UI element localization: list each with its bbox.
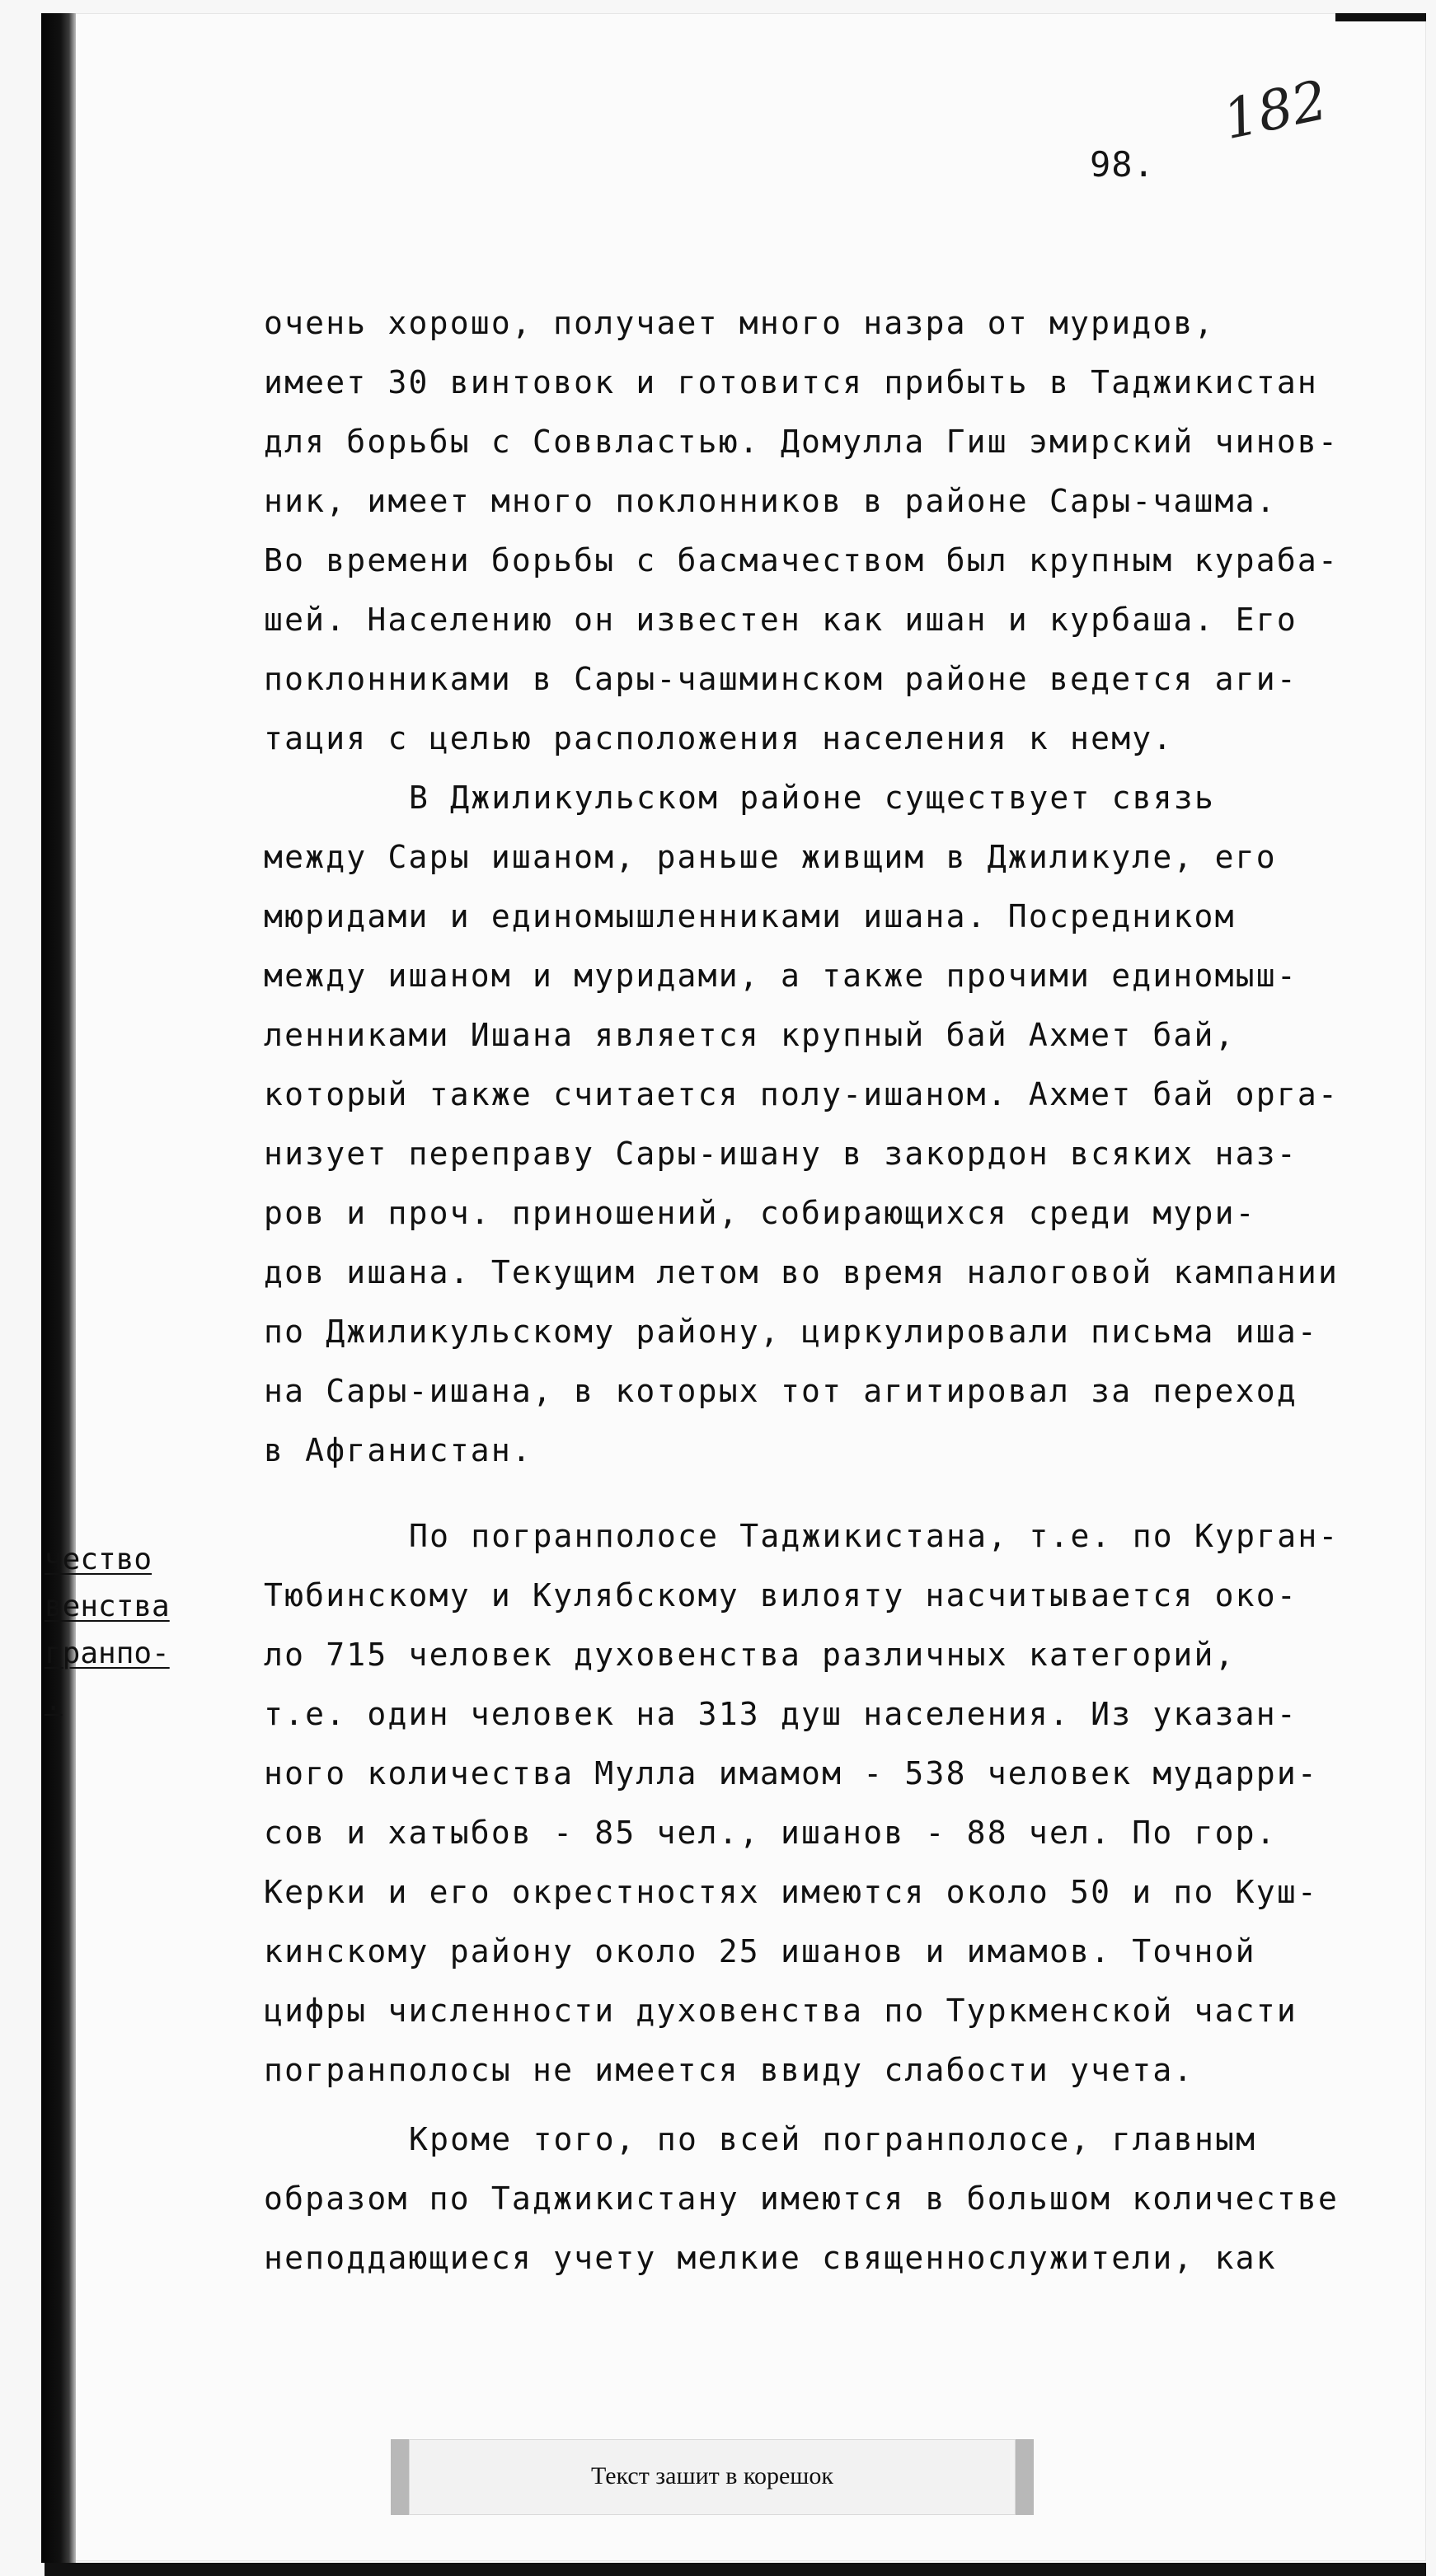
text-line: дов ишана. Текущим летом во время налоговой кампании [264, 1254, 1340, 1290]
text-line: т.е. один человек на 313 душ населения. Из указан- [264, 1696, 1298, 1732]
text-line: Во времени борьбы с басмачеством был крупным кураба- [264, 542, 1340, 578]
archive-stamp-label [391, 2439, 1034, 2515]
binding-shadow-bottom [45, 2563, 1426, 2576]
binding-shadow-top [1335, 13, 1426, 21]
text-line: сов и хатыбов - 85 чел., ишанов - 88 чел. По гор. [264, 1815, 1277, 1851]
text-line: Керки и его окрестностях имеются около 50 и по Куш- [264, 1874, 1318, 1910]
text-line: в Афганистан. [264, 1432, 533, 1468]
text-line: Тюбинскому и Кулябскому вилояту насчитывается око- [264, 1577, 1298, 1614]
document-body [264, 293, 1373, 2288]
text-line: имеет 30 винтовок и готовится прибыть в Таджикистан [264, 364, 1318, 400]
text-line: очень хорошо, получает много назра от муридов, [264, 305, 1215, 341]
text-line: между ишаном и муридами, а также прочими единомыш- [264, 958, 1298, 994]
margin-note [45, 1536, 170, 1724]
text-line: по Джиликульскому району, циркулировали письма иша- [264, 1314, 1318, 1350]
margin-note-line: гранпо- [45, 1637, 170, 1670]
paragraph-start-line: В Джиликульском районе существует связь [409, 780, 1216, 816]
archive-folio-number: 182 [1218, 68, 1333, 152]
text-line: между Сары ишаном, раньше живщим в Джиликуле, его [264, 839, 1277, 875]
text-line: для борьбы с Соввластью. Домулла Гиш эмирский чинов- [264, 424, 1340, 460]
text-line: на Сары-ишана, в которых тот агитировал за переход [264, 1373, 1298, 1409]
archive-stamp-text: Текст зашит в корешок [591, 2462, 833, 2489]
text-line: кинскому району около 25 ишанов и имамов. Точной [264, 1933, 1256, 1969]
paragraph-start-line: По погранполосе Таджикистана, т.е. по Курган- [409, 1518, 1340, 1554]
margin-note-line: . [45, 1684, 63, 1717]
text-line: ров и проч. приношений, собирающихся среди мури- [264, 1195, 1256, 1231]
text-line: тация с целью расположения населения к нему. [264, 720, 1174, 756]
text-line: погранполосы не имеется ввиду слабости учета. [264, 2052, 1194, 2088]
text-line: образом по Таджикистану имеются в большом количестве [264, 2180, 1340, 2217]
text-line: поклонниками в Сары-чашминском районе ведется аги- [264, 661, 1298, 697]
margin-note-line: чество [45, 1543, 153, 1576]
text-line: который также считается полу-ишаном. Ахмет бай орга- [264, 1076, 1340, 1112]
text-line: ник, имеет много поклонников в районе Сары-чашма. [264, 483, 1277, 519]
text-line: ло 715 человек духовенства различных категорий, [264, 1637, 1236, 1673]
text-line: ленниками Ишана является крупный бай Ахмет бай, [264, 1017, 1236, 1053]
text-line: шей. Населению он известен как ишан и курбаша. Его [264, 602, 1298, 638]
text-line: неподдающиеся учету мелкие священнослужители, как [264, 2240, 1277, 2276]
margin-note-line: венства [45, 1590, 170, 1623]
text-line: низует переправу Сары-ишану в закордон всяких наз- [264, 1136, 1298, 1172]
page-number: 98. [1090, 144, 1155, 185]
text-line: мюридами и единомышленниками ишана. Посредником [264, 898, 1236, 934]
binding-shadow-left [41, 13, 76, 2563]
text-line: ного количества Мулла имамом - 538 человек мударри- [264, 1755, 1318, 1791]
text-line: цифры численности духовенства по Туркменской части [264, 1993, 1298, 2029]
paragraph-start-line: Кроме того, по всей погранполосе, главным [409, 2121, 1257, 2157]
